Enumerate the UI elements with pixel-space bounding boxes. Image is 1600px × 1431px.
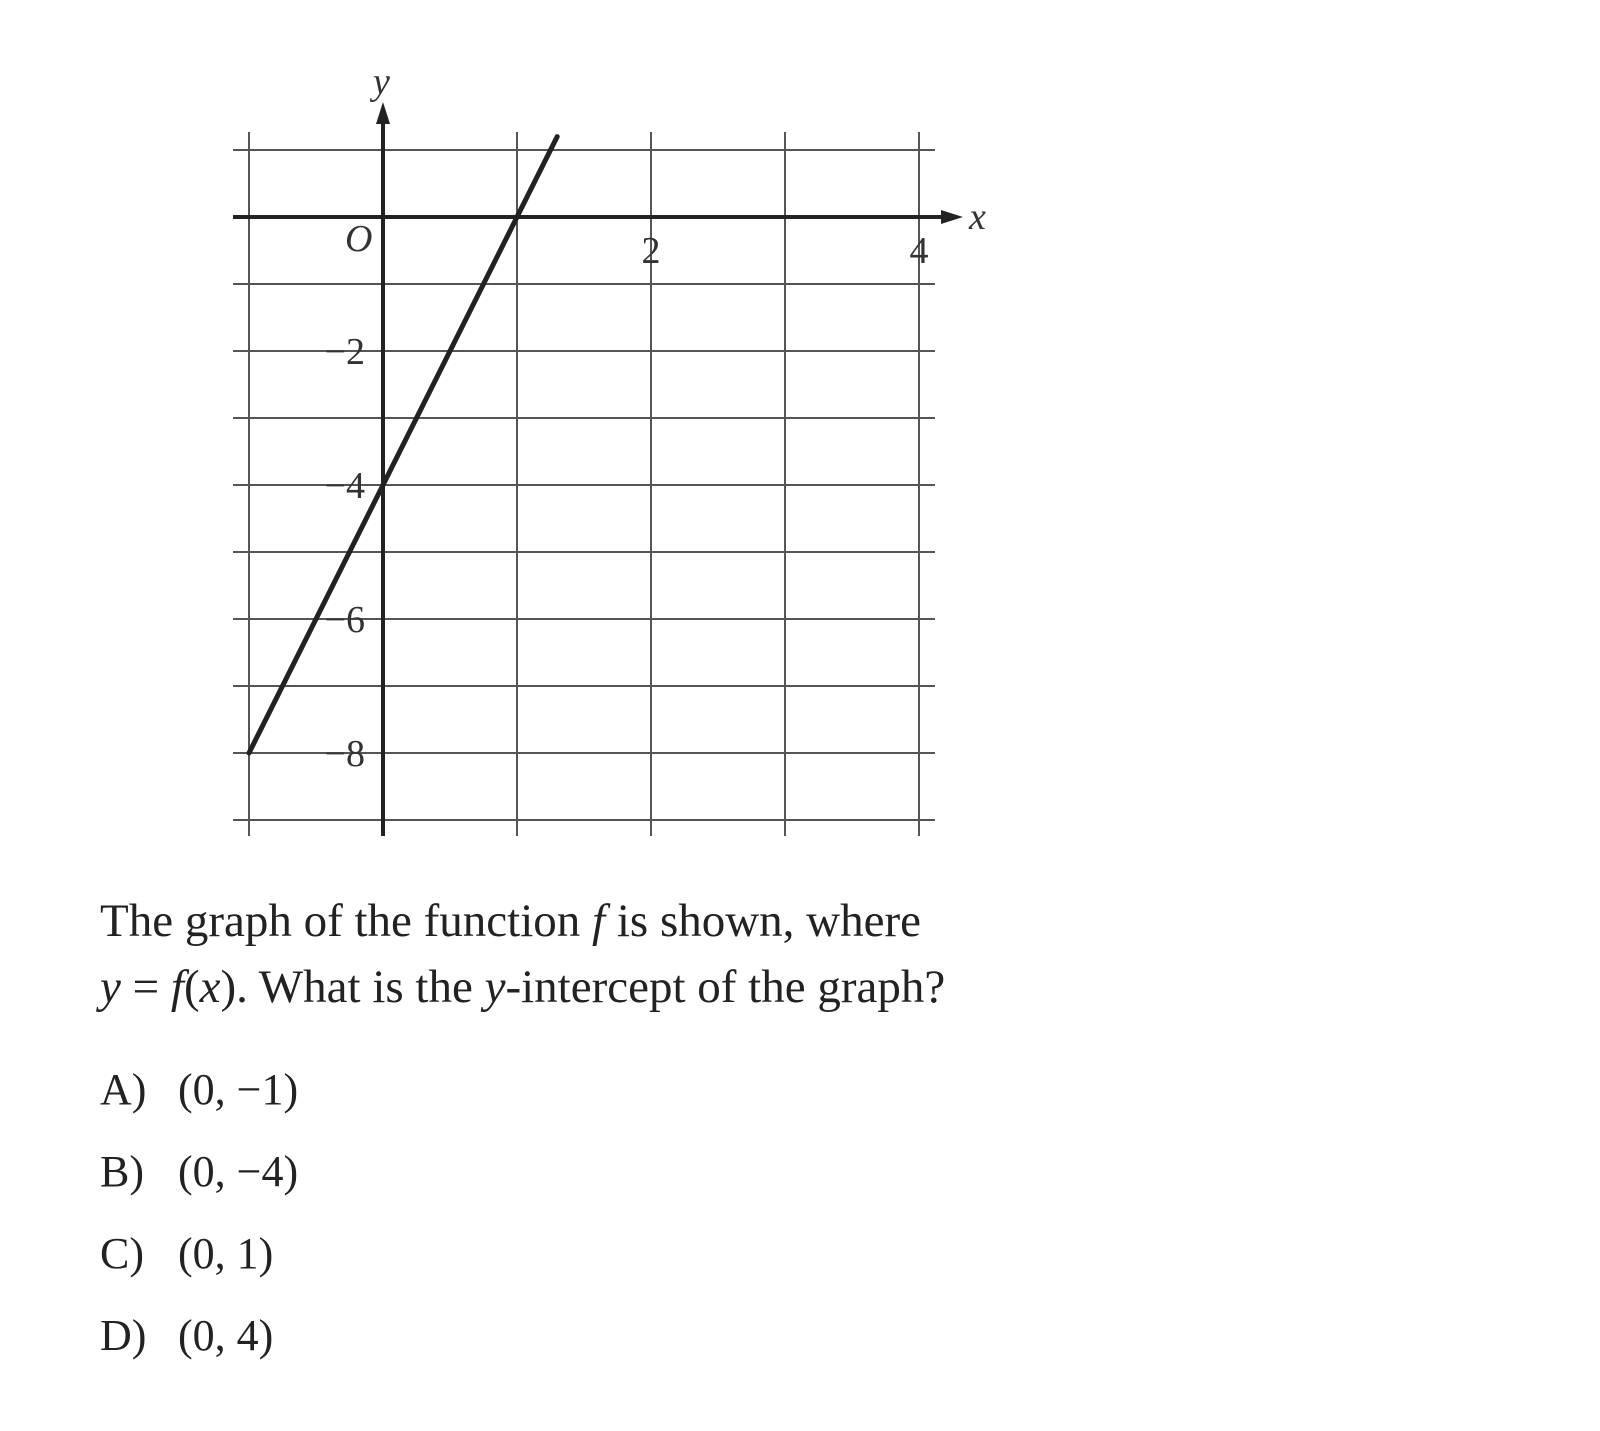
y-tick-label-4: −4 [324, 465, 365, 507]
choice-a[interactable] [100, 1048, 298, 1130]
x-axis-label: x [969, 196, 986, 238]
choice-d[interactable] [100, 1294, 298, 1376]
choice-d-letter: D) [100, 1310, 147, 1360]
series [249, 137, 557, 753]
question-eq-close: ) [220, 961, 237, 1013]
choice-c[interactable] [100, 1212, 298, 1294]
function-line-0 [249, 137, 557, 753]
question-line2-var: y [484, 961, 506, 1013]
axes [233, 61, 986, 836]
question-eq-mid: = [120, 961, 171, 1013]
question-line2-post: -intercept of the graph? [505, 961, 946, 1013]
choice-a-letter: A) [100, 1064, 147, 1114]
question-eq-x: x [199, 961, 221, 1013]
question-line2-pre: . What is the [236, 961, 485, 1013]
x-tick-label-4: 4 [909, 230, 929, 272]
choice-d-text: (0, 4) [178, 1310, 274, 1360]
x-axis-arrow [941, 210, 963, 224]
choice-b[interactable] [100, 1130, 298, 1212]
answer-choices [100, 1048, 298, 1376]
question-line1-pre: The graph of the function [100, 895, 593, 947]
question-eq-y: y [100, 961, 121, 1013]
choice-a-text: (0, −1) [178, 1064, 299, 1114]
y-tick-label-6: −6 [324, 599, 365, 641]
question-eq-open: ( [183, 961, 200, 1013]
question-text [100, 888, 1060, 1020]
y-axis-label: y [373, 61, 390, 103]
x-tick-label-2: 2 [641, 230, 661, 272]
choice-b-letter: B) [100, 1146, 144, 1196]
question-eq-f: f [170, 961, 184, 1013]
question-line1-post: is shown, where [605, 895, 921, 947]
y-axis-arrow [376, 102, 390, 124]
tick-labels [325, 230, 929, 775]
question-line1-var: f [592, 895, 606, 947]
y-tick-label-8: −8 [324, 733, 365, 775]
function-graph [0, 0, 1100, 860]
choice-b-text: (0, −4) [178, 1146, 299, 1196]
choice-c-text: (0, 1) [178, 1228, 274, 1278]
y-tick-label-2: −2 [324, 331, 365, 373]
origin-label: O [345, 218, 373, 260]
choice-c-letter: C) [100, 1228, 144, 1278]
